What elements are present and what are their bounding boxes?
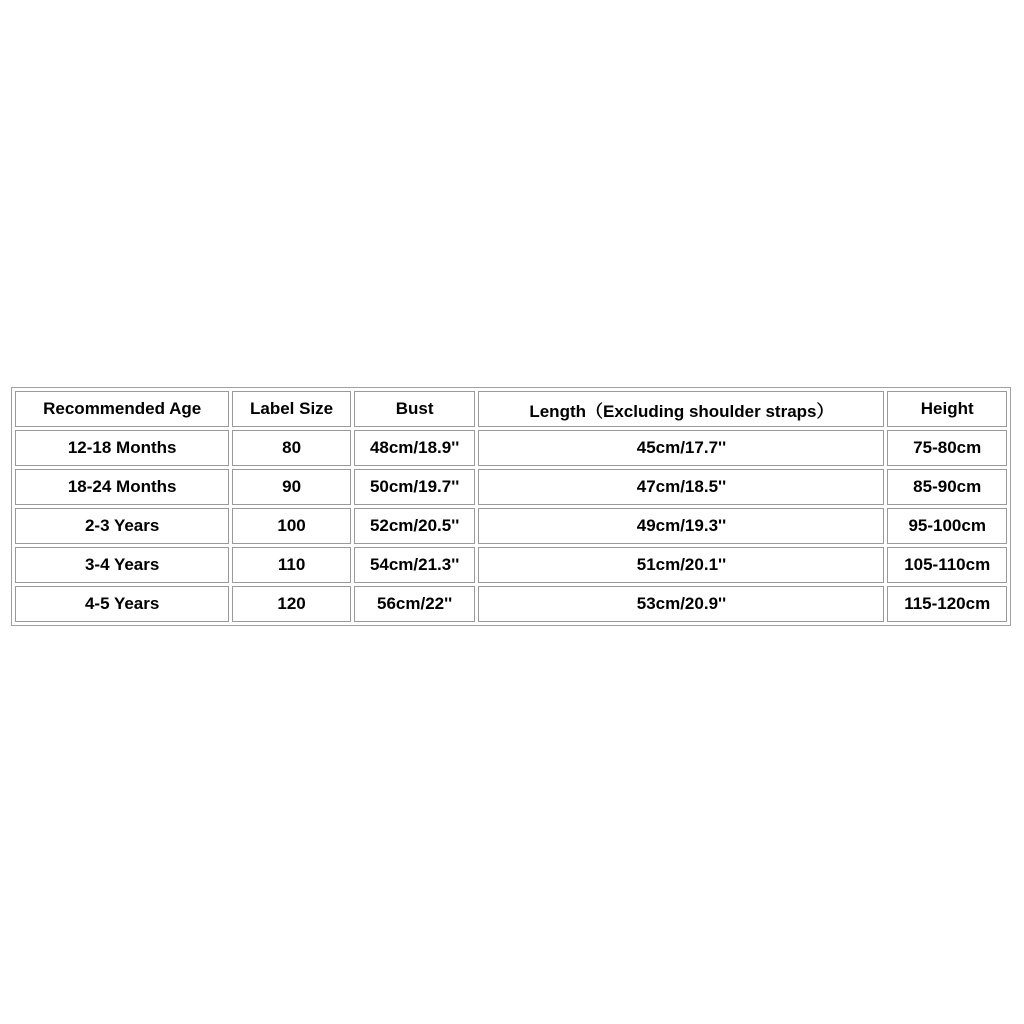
cell-label-size: 100: [232, 508, 351, 544]
cell-length: 47cm/18.5'': [478, 469, 884, 505]
table-row: [15, 430, 1007, 466]
cell-length: 45cm/17.7'': [478, 430, 884, 466]
cell-length: 51cm/20.1'': [478, 547, 884, 583]
header-height: Height: [887, 391, 1007, 427]
cell-height: 95-100cm: [887, 508, 1007, 544]
header-recommended-age: Recommended Age: [15, 391, 229, 427]
table-row: [15, 469, 1007, 505]
header-length: Length（Excluding shoulder straps）: [478, 391, 884, 427]
cell-label-size: 110: [232, 547, 351, 583]
table-row: [15, 547, 1007, 583]
table-row: [15, 586, 1007, 622]
cell-height: 115-120cm: [887, 586, 1007, 622]
cell-label-size: 120: [232, 586, 351, 622]
cell-bust: 52cm/20.5'': [354, 508, 476, 544]
cell-bust: 54cm/21.3'': [354, 547, 476, 583]
cell-age: 18-24 Months: [15, 469, 229, 505]
header-label-size: Label Size: [232, 391, 351, 427]
cell-bust: 50cm/19.7'': [354, 469, 476, 505]
cell-age: 3-4 Years: [15, 547, 229, 583]
cell-label-size: 90: [232, 469, 351, 505]
cell-bust: 56cm/22'': [354, 586, 476, 622]
cell-age: 4-5 Years: [15, 586, 229, 622]
cell-height: 105-110cm: [887, 547, 1007, 583]
cell-label-size: 80: [232, 430, 351, 466]
cell-bust: 48cm/18.9'': [354, 430, 476, 466]
cell-age: 2-3 Years: [15, 508, 229, 544]
table-header-row: [15, 391, 1007, 427]
cell-height: 85-90cm: [887, 469, 1007, 505]
cell-height: 75-80cm: [887, 430, 1007, 466]
cell-age: 12-18 Months: [15, 430, 229, 466]
header-bust: Bust: [354, 391, 476, 427]
cell-length: 49cm/19.3'': [478, 508, 884, 544]
cell-length: 53cm/20.9'': [478, 586, 884, 622]
table-row: [15, 508, 1007, 544]
size-chart-table: [11, 387, 1011, 626]
